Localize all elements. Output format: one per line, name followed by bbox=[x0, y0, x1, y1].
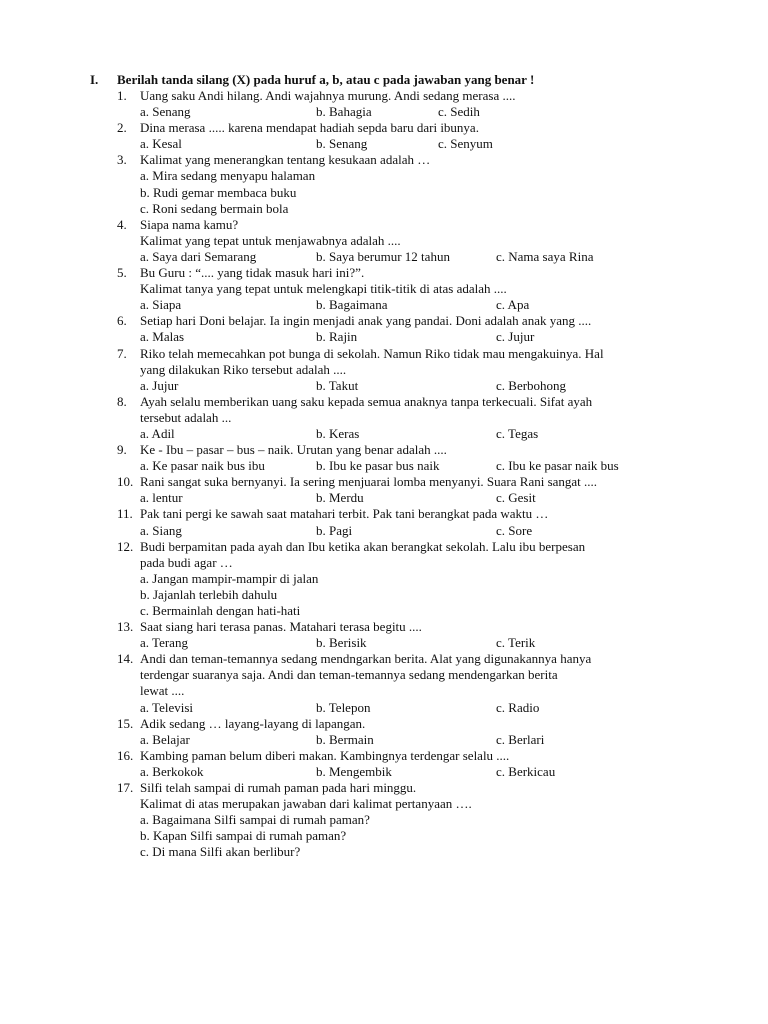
answer-option-b[interactable]: b. Merdu bbox=[316, 490, 364, 506]
question-item bbox=[0, 346, 768, 394]
question-item bbox=[0, 442, 768, 474]
question-text: Riko telah memecahkan pot bunga di sekolah. Namun Riko tidak mau mengakuinya. Hal bbox=[140, 345, 604, 361]
question-line bbox=[0, 716, 768, 732]
question-text: Kalimat yang tepat untuk menjawabnya adalah .... bbox=[140, 232, 401, 248]
question-line bbox=[0, 233, 768, 249]
answer-option-b[interactable]: b. Mengembik bbox=[316, 763, 392, 779]
answer-option-b[interactable]: b. Bagaimana bbox=[316, 297, 388, 313]
answer-option-c[interactable]: c. Berlari bbox=[496, 731, 545, 747]
question-line bbox=[0, 748, 768, 764]
question-number: 12. bbox=[117, 538, 134, 554]
question-number: 2. bbox=[117, 120, 127, 136]
question-item bbox=[0, 313, 768, 345]
answer-row bbox=[0, 523, 768, 539]
answer-option-c[interactable]: c. Bermainlah dengan hati-hati bbox=[140, 603, 301, 618]
section-instruction: Berilah tanda silang (X) pada huruf a, b, atau c pada jawaban yang benar ! bbox=[117, 72, 535, 87]
answer-option-a[interactable]: a. Malas bbox=[140, 329, 185, 345]
answer-row bbox=[0, 168, 768, 184]
question-item bbox=[0, 394, 768, 442]
question-text: Silfi telah sampai di rumah paman pada hari minggu. bbox=[140, 780, 417, 796]
question-text: yang dilakukan Riko tersebut adalah .... bbox=[140, 361, 347, 377]
question-text: Siapa nama kamu? bbox=[140, 216, 239, 232]
answer-option-a[interactable]: a. Siang bbox=[140, 522, 182, 538]
answer-option-c[interactable]: c. Roni sedang bermain bola bbox=[140, 200, 289, 216]
question-line bbox=[0, 442, 768, 458]
answer-option-b[interactable]: b. Rudi gemar membaca buku bbox=[140, 184, 297, 200]
answer-option-c[interactable]: c. Ibu ke pasar naik bus bbox=[496, 458, 619, 474]
answer-row bbox=[0, 378, 768, 394]
answer-option-a[interactable]: a. Televisi bbox=[140, 699, 194, 715]
question-line bbox=[0, 539, 768, 555]
answer-option-b[interactable]: b. Jajanlah terlebih dahulu bbox=[140, 586, 278, 602]
question-list bbox=[0, 88, 768, 861]
answer-option-c[interactable]: c. Apa bbox=[496, 297, 530, 313]
question-number: 4. bbox=[117, 216, 127, 232]
question-number: 8. bbox=[117, 393, 127, 409]
question-item bbox=[0, 152, 768, 216]
question-line bbox=[0, 346, 768, 362]
answer-option-c[interactable]: c. Radio bbox=[496, 699, 540, 715]
question-text: Dina merasa ..... karena mendapat hadiah sepda baru dari ibunya. bbox=[140, 120, 479, 136]
answer-row bbox=[0, 104, 768, 120]
answer-option-a[interactable]: a. Bagaimana Silfi sampai di rumah paman? bbox=[140, 812, 370, 828]
question-line bbox=[0, 651, 768, 667]
question-number: 16. bbox=[117, 747, 134, 763]
question-line bbox=[0, 796, 768, 812]
question-line bbox=[0, 217, 768, 233]
question-line bbox=[0, 474, 768, 490]
answer-option-b[interactable]: b. Saya berumur 12 tahun bbox=[316, 248, 450, 264]
answer-row bbox=[0, 249, 768, 265]
question-text: terdengar suaranya saja. Andi dan teman-temannya sedang mendengarkan berita bbox=[140, 667, 558, 683]
question-text: Uang saku Andi hilang. Andi wajahnya murung. Andi sedang merasa .... bbox=[140, 88, 516, 103]
answer-option-a[interactable]: a. Terang bbox=[140, 635, 188, 651]
question-line bbox=[0, 780, 768, 796]
question-number: 5. bbox=[117, 265, 127, 281]
answer-row bbox=[0, 844, 768, 860]
answer-option-a[interactable]: a. lentur bbox=[140, 490, 183, 506]
answer-option-a[interactable]: a. Saya dari Semarang bbox=[140, 248, 257, 264]
answer-option-a[interactable]: a. Ke pasar naik bus ibu bbox=[140, 458, 265, 474]
question-item bbox=[0, 716, 768, 748]
answer-option-a[interactable]: a. Siapa bbox=[140, 297, 182, 313]
question-number: 9. bbox=[117, 442, 127, 458]
question-text: Ayah selalu memberikan uang saku kepada semua anaknya tanpa terkecuali. Sifat ayah bbox=[140, 393, 593, 409]
answer-option-c[interactable]: c. Senyum bbox=[438, 136, 493, 152]
answer-option-c[interactable]: c. Sore bbox=[496, 522, 533, 538]
question-number: 14. bbox=[117, 651, 134, 667]
question-line bbox=[0, 152, 768, 168]
answer-option-b[interactable]: b. Senang bbox=[316, 136, 368, 152]
question-line bbox=[0, 265, 768, 281]
answer-option-a[interactable]: a. Jangan mampir-mampir di jalan bbox=[140, 570, 319, 586]
question-text: Bu Guru : “.... yang tidak masuk hari ini?”. bbox=[140, 265, 365, 281]
answer-row bbox=[0, 490, 768, 506]
answer-row bbox=[0, 732, 768, 748]
question-number: 1. bbox=[117, 88, 127, 103]
question-item bbox=[0, 88, 768, 120]
answer-option-b[interactable]: b. Takut bbox=[316, 377, 359, 393]
answer-option-b[interactable]: b. Berisik bbox=[316, 635, 367, 651]
answer-row bbox=[0, 635, 768, 651]
answer-row bbox=[0, 828, 768, 844]
answer-option-c[interactable]: c. Terik bbox=[496, 635, 536, 651]
question-item bbox=[0, 619, 768, 651]
question-line bbox=[0, 667, 768, 683]
question-line bbox=[0, 281, 768, 297]
question-text: Andi dan teman-temannya sedang mendngarkan berita. Alat yang digunakannya hanya bbox=[140, 651, 592, 667]
question-text: Pak tani pergi ke sawah saat matahari terbit. Pak tani berangkat pada waktu … bbox=[140, 506, 549, 522]
question-line bbox=[0, 394, 768, 410]
question-text: Saat siang hari terasa panas. Matahari terasa begitu .... bbox=[140, 619, 422, 635]
answer-option-b[interactable]: b. Ibu ke pasar bus naik bbox=[316, 458, 440, 474]
question-number: 3. bbox=[117, 152, 127, 168]
section-header bbox=[0, 72, 768, 88]
question-item bbox=[0, 120, 768, 152]
question-item bbox=[0, 474, 768, 506]
question-number: 7. bbox=[117, 345, 127, 361]
answer-option-b[interactable]: b. Keras bbox=[316, 425, 360, 441]
question-number: 10. bbox=[117, 474, 134, 490]
answer-option-a[interactable]: a. Adil bbox=[140, 425, 175, 441]
answer-option-b[interactable]: b. Rajin bbox=[316, 329, 358, 345]
answer-row bbox=[0, 185, 768, 201]
answer-row bbox=[0, 426, 768, 442]
question-number: 11. bbox=[117, 506, 133, 522]
question-line bbox=[0, 410, 768, 426]
answer-row bbox=[0, 603, 768, 619]
answer-option-a[interactable]: a. Jujur bbox=[140, 377, 179, 393]
question-text: Budi berpamitan pada ayah dan Ibu ketika akan berangkat sekolah. Lalu ibu berpesan bbox=[140, 538, 586, 554]
question-item bbox=[0, 506, 768, 538]
answer-option-c[interactable]: c. Berbohong bbox=[496, 377, 567, 393]
answer-row bbox=[0, 812, 768, 828]
answer-option-b[interactable]: b. Bahagia bbox=[316, 104, 372, 120]
answer-option-c[interactable]: c. Nama saya Rina bbox=[496, 248, 594, 264]
question-number: 17. bbox=[117, 780, 134, 796]
answer-row bbox=[0, 297, 768, 313]
question-text: Setiap hari Doni belajar. Ia ingin menjadi anak yang pandai. Doni adalah anak yang .... bbox=[140, 313, 592, 329]
question-item bbox=[0, 748, 768, 780]
question-text: tersebut adalah ... bbox=[140, 409, 232, 425]
question-line bbox=[0, 120, 768, 136]
question-item bbox=[0, 651, 768, 715]
question-item bbox=[0, 217, 768, 265]
answer-option-b[interactable]: b. Telepon bbox=[316, 699, 371, 715]
question-line bbox=[0, 88, 768, 104]
answer-option-b[interactable]: b. Pagi bbox=[316, 522, 353, 538]
question-text: Kalimat yang menerangkan tentang kesukaan adalah … bbox=[140, 152, 431, 168]
question-text: Kambing paman belum diberi makan. Kambingnya terdengar selalu .... bbox=[140, 747, 510, 763]
answer-option-a[interactable]: a. Kesal bbox=[140, 136, 182, 152]
answer-option-c[interactable]: c. Di mana Silfi akan berlibur? bbox=[140, 844, 301, 860]
answer-row bbox=[0, 587, 768, 603]
question-text: Rani sangat suka bernyanyi. Ia sering menjuarai lomba menyanyi. Suara Rani sangat .... bbox=[140, 474, 598, 490]
question-text: Kalimat di atas merupakan jawaban dari kalimat pertanyaan …. bbox=[140, 796, 472, 812]
question-item bbox=[0, 780, 768, 860]
question-line bbox=[0, 506, 768, 522]
question-line bbox=[0, 313, 768, 329]
question-line bbox=[0, 683, 768, 699]
answer-option-c[interactable]: c. Jujur bbox=[496, 329, 535, 345]
section-number: I. bbox=[90, 72, 99, 87]
answer-row bbox=[0, 329, 768, 345]
question-text: Adik sedang … layang-layang di lapangan. bbox=[140, 715, 366, 731]
answer-option-a[interactable]: a. Belajar bbox=[140, 731, 190, 747]
question-line bbox=[0, 555, 768, 571]
answer-row bbox=[0, 571, 768, 587]
question-number: 13. bbox=[117, 619, 134, 635]
answer-option-a[interactable]: a. Senang bbox=[140, 104, 191, 120]
answer-option-b[interactable]: b. Bermain bbox=[316, 731, 374, 747]
answer-option-c[interactable]: c. Gesit bbox=[496, 490, 536, 506]
question-line bbox=[0, 362, 768, 378]
answer-option-c[interactable]: c. Tegas bbox=[496, 425, 539, 441]
answer-option-a[interactable]: a. Berkokok bbox=[140, 763, 204, 779]
answer-row bbox=[0, 458, 768, 474]
question-text: Kalimat tanya yang tepat untuk melengkapi titik-titik di atas adalah .... bbox=[140, 281, 507, 297]
question-item bbox=[0, 539, 768, 619]
question-number: 6. bbox=[117, 313, 127, 329]
answer-option-c[interactable]: c. Sedih bbox=[438, 104, 480, 120]
answer-row bbox=[0, 764, 768, 780]
question-number: 15. bbox=[117, 715, 134, 731]
question-item bbox=[0, 265, 768, 313]
answer-option-c[interactable]: c. Berkicau bbox=[496, 763, 556, 779]
worksheet-page bbox=[0, 72, 768, 861]
answer-option-b[interactable]: b. Kapan Silfi sampai di rumah paman? bbox=[140, 828, 347, 844]
question-text: pada budi agar … bbox=[140, 554, 233, 570]
answer-row bbox=[0, 201, 768, 217]
answer-option-a[interactable]: a. Mira sedang menyapu halaman bbox=[140, 168, 316, 184]
question-text: lewat .... bbox=[140, 683, 185, 699]
answer-row bbox=[0, 136, 768, 152]
question-text: Ke - Ibu – pasar – bus – naik. Urutan yang benar adalah .... bbox=[140, 442, 447, 458]
question-line bbox=[0, 619, 768, 635]
answer-row bbox=[0, 700, 768, 716]
